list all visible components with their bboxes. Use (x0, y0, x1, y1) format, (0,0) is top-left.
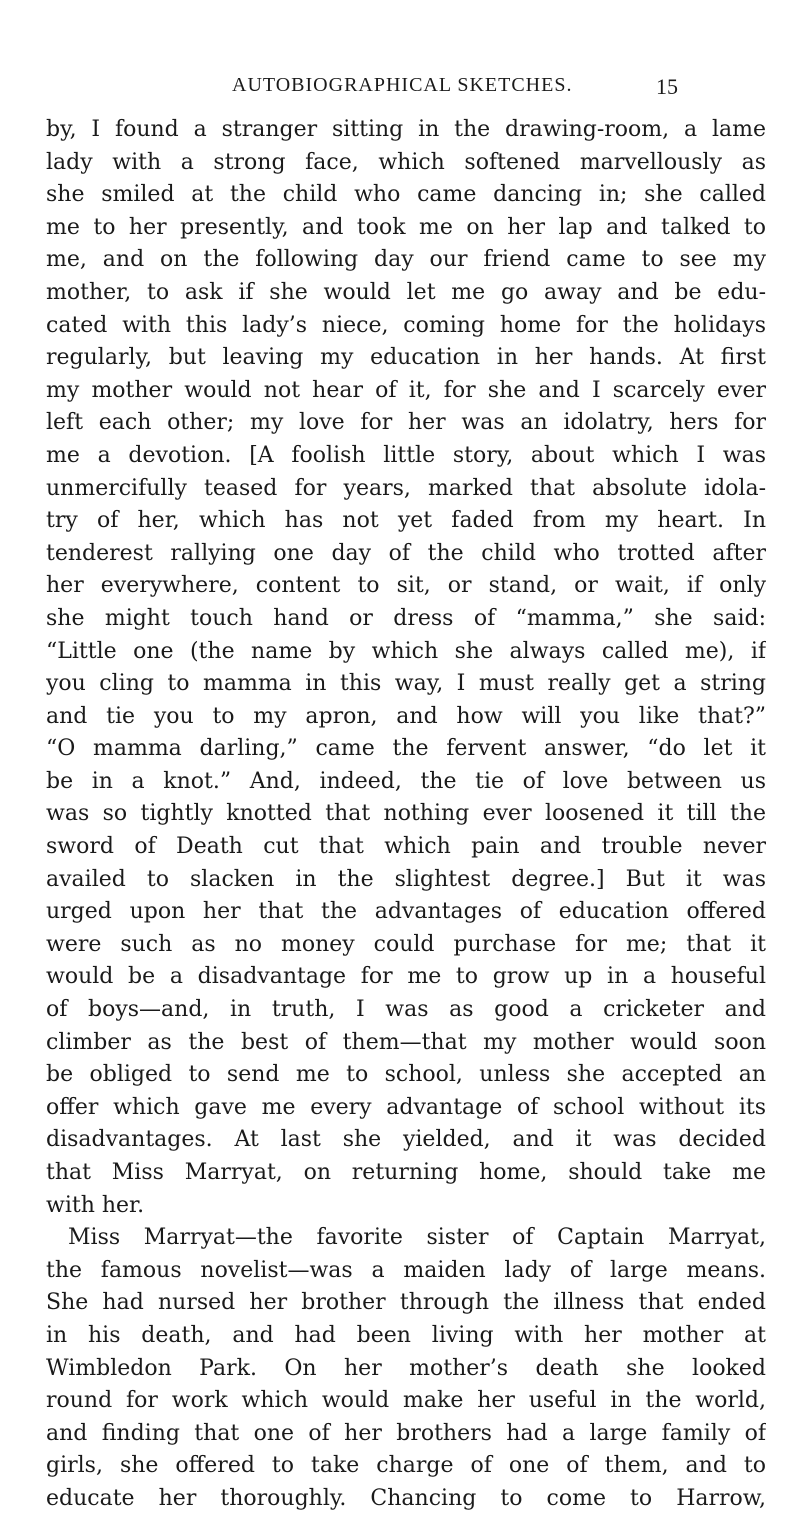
text-line: you cling to mamma in this way, I must really get a string (46, 671, 766, 697)
text-line: climber as the best of them—that my mother would soon (46, 1029, 766, 1055)
text-line: and finding that one of her brothers had a large family of (46, 1420, 766, 1446)
text-line: She had nursed her brother through the illness that ended (46, 1290, 766, 1316)
running-head (0, 74, 800, 104)
text-line: were such as no money could purchase for me; that it (46, 931, 766, 957)
text-line: lady with a strong face, which softened marvellously as (46, 149, 766, 175)
text-line: the famous novelist—was a maiden lady of large means. (46, 1257, 766, 1283)
text-line: Wimbledon Park. On her mother’s death she looked (46, 1355, 766, 1381)
text-line: me a devotion. [A foolish little story, about which I was (46, 442, 766, 468)
paragraph-start-line: Miss Marryat—the favorite sister of Captain Marryat, (68, 1225, 766, 1251)
text-line: me, and on the following day our friend came to see my (46, 247, 766, 273)
page-number: 15 (656, 74, 678, 99)
text-line: “O mamma darling,” came the fervent answer, “do let it (46, 736, 766, 762)
text-line: unmercifully teased for years, marked that absolute idola- (46, 475, 766, 501)
text-line: and tie you to my apron, and how will you like that?” (46, 703, 766, 729)
text-line: round for work which would make her useful in the world, (46, 1388, 766, 1414)
text-line: mother, to ask if she would let me go away and be edu- (46, 279, 766, 305)
running-title: AUTOBIOGRAPHICAL SKETCHES. (232, 74, 573, 96)
text-line: sword of Death cut that which pain and trouble never (46, 834, 766, 860)
paragraph-end-line: with her. (46, 1192, 145, 1218)
text-line: be obliged to send me to school, unless she accepted an (46, 1062, 766, 1088)
text-line: tenderest rallying one day of the child who trotted after (46, 540, 766, 566)
text-line: offer which gave me every advantage of school without its (46, 1094, 766, 1120)
text-line: girls, she offered to take charge of one of them, and to (46, 1453, 766, 1479)
text-line: be in a knot.” And, indeed, the tie of love between us (46, 768, 766, 794)
text-line: would be a disadvantage for me to grow up in a houseful (46, 964, 766, 990)
text-line: disadvantages. At last she yielded, and it was decided (46, 1127, 766, 1153)
text-line: left each other; my love for her was an idolatry, hers for (46, 410, 766, 436)
text-line: she might touch hand or dress of “mamma,” she said: (46, 605, 766, 631)
text-line: in his death, and had been living with her mother at (46, 1322, 766, 1348)
text-line: “Little one (the name by which she always called me), if (46, 638, 766, 664)
text-line: by, I found a stranger sitting in the drawing-room, a lame (46, 117, 766, 142)
text-line: her everywhere, content to sit, or stand, or wait, if only (46, 573, 766, 599)
text-line: cated with this lady’s niece, coming home for the holidays (46, 312, 766, 338)
text-line: of boys—and, in truth, I was as good a cricketer and (46, 997, 766, 1023)
text-line: availed to slacken in the slightest degree.] But it was (46, 866, 766, 892)
text-line: my mother would not hear of it, for she and I scarcely ever (46, 377, 766, 403)
text-line: that Miss Marryat, on returning home, should take me (46, 1160, 766, 1185)
body-text (46, 114, 766, 1516)
text-line: try of her, which has not yet faded from my heart. In (46, 508, 766, 534)
text-line: regularly, but leaving my education in her hands. At first (46, 345, 766, 371)
text-line: me to her presently, and took me on her lap and talked to (46, 214, 766, 240)
text-line: urged upon her that the advantages of education offered (46, 899, 766, 925)
text-line: educate her thoroughly. Chancing to come to Harrow, (46, 1485, 766, 1511)
text-line: she smiled at the child who came dancing in; she called (46, 182, 766, 208)
text-line: was so tightly knotted that nothing ever loosened it till the (46, 801, 766, 827)
